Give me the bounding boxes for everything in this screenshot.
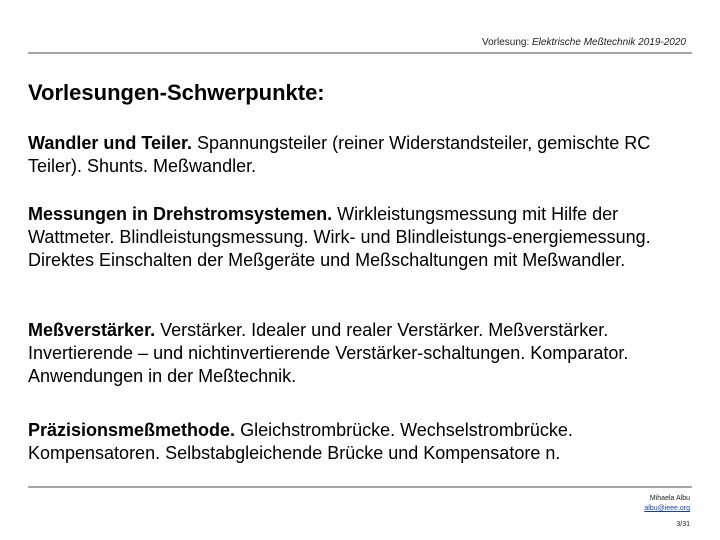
section-text: Spannungsteiler (reiner Widerstandsteiler, gemischte RC Teiler). Shunts. Meßwandler. [28, 133, 651, 176]
section-text: Verstärker. Idealer und realer Verstärker. Meßverstärker. Invertierende – und nichtinvertierende Verstärker-schaltungen. Komparator. Anwendungen in der Meßtechnik. [28, 320, 629, 386]
section-text: Wirkleistungsmessung mit Hilfe der Wattmeter. Blindleistungsmessung. Wirk- und Blindleistungs-energiemessung. Direktes Einschalten der Meßgeräte und Meßschaltungen mit Meßwandler. [28, 204, 651, 270]
author-name: Mihaela Albu [649, 495, 690, 502]
section-text: Gleichstrombrücke. Wechselstrombrücke. Kompensatoren. Selbstabgleichende Brücke und Kompensatore n. [28, 420, 573, 463]
slide-footer [490, 494, 690, 530]
bottom-divider [28, 486, 692, 488]
section-messverstaerker [28, 319, 700, 388]
section-heading: Meßverstärker. [28, 320, 156, 340]
section-heading: Wandler und Teiler. [28, 133, 193, 153]
section-drehstrom [28, 203, 700, 272]
top-divider [28, 52, 692, 54]
section-praezision [28, 419, 700, 465]
header-course: Elektrische Meßtechnik 2019-2020 [532, 37, 686, 48]
header-prefix: Vorlesung: [481, 37, 533, 48]
page-number: 3/31 [676, 521, 690, 528]
section-wandler [28, 132, 700, 178]
section-heading: Messungen in Drehstromsystemen. [28, 204, 333, 224]
section-heading: Präzisionsmeßmethode. [28, 420, 236, 440]
author-email-link[interactable]: albu@ieee.org [644, 505, 690, 512]
slide-header [0, 37, 686, 48]
slide-title: Vorlesungen-Schwerpunkte: [28, 80, 325, 105]
